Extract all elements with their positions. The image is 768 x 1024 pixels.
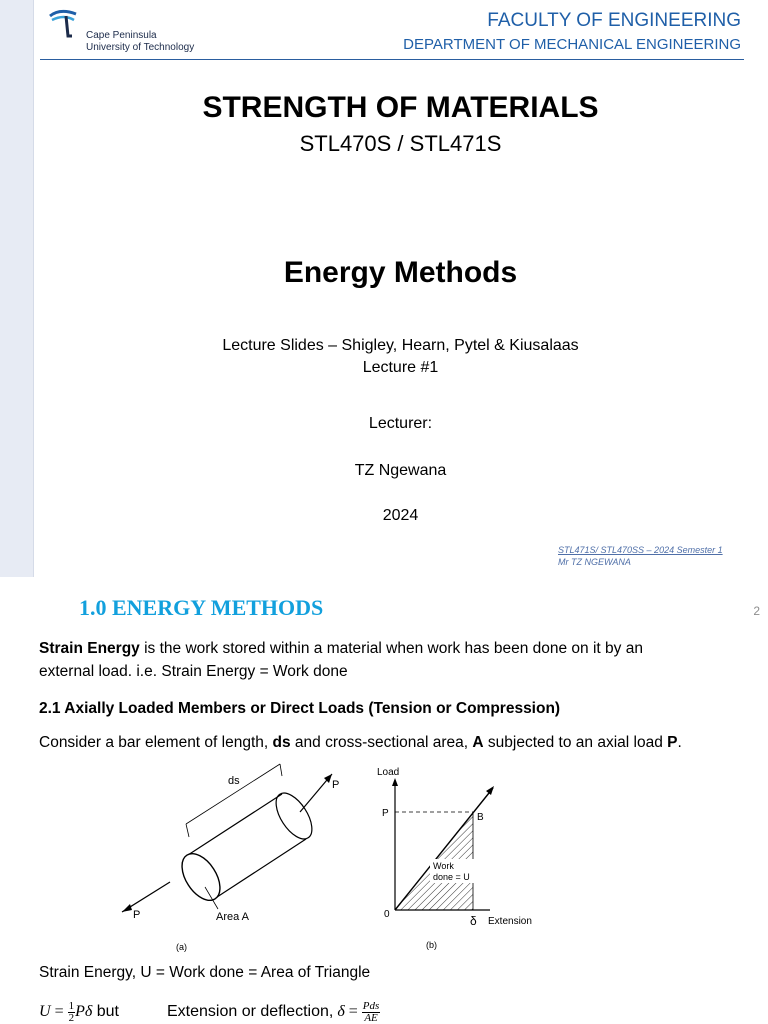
desc-load: P [667,734,678,751]
load-axis-label: Load [377,767,400,778]
origin-label: 0 [384,909,390,920]
point-b-label: B [477,812,484,823]
cylinder-far-end [269,787,319,845]
load-line-arrow [486,786,494,795]
course-codes: STL470S / STL471S [299,131,502,156]
desc-part-3: subjected to an axial load [483,734,668,751]
lecturer-label: Lecturer: [368,415,433,432]
strain-energy-equation: U = $\frac{1}{2}$ Pδ but Extension or deflection, δ = $\frac{\text{Pds}}{AE}$ [39,1000,380,1024]
header-divider [40,59,744,60]
eq-but: but [92,1003,119,1021]
eq-equals: = [50,1003,68,1021]
strain-energy-term: Strain Energy [39,640,140,657]
lecture-source: Lecture Slides – Shigley, Hearn, Pytel & Kiusalaas [222,337,579,354]
university-logo [46,6,226,56]
faculty-heading: FACULTY OF ENGINEERING [487,10,741,31]
figure-a-caption: (a) [176,942,187,952]
logo-line-2: University of Technology [86,42,195,53]
axial-load-figure [110,762,550,962]
lecturer-name: TZ Ngewana [354,462,447,479]
page-number: 2 [753,604,760,618]
p-label-top: P [332,779,340,791]
eq-u: U [39,1003,51,1021]
desc-part-2: and cross-sectional area, [290,734,473,751]
eq-den: AE [364,1012,378,1024]
desc-ds: ds [272,734,291,751]
desc-end: . [677,734,682,751]
lecture-number: Lecture #1 [362,359,439,376]
ds-label: ds [228,775,240,787]
load-extension-graph [377,767,532,950]
desc-area: A [472,734,484,751]
content-slide [0,577,768,1024]
p-label-bottom: P [133,909,141,921]
eq-deflection-fraction [362,1001,381,1024]
ds-dimension-line [186,764,280,824]
subsection-heading: 2.1 Axially Loaded Members or Direct Loads (Tension or Compression) [39,700,561,717]
eq-half-num: 1 [68,1000,75,1012]
eq-delta: δ [337,1003,345,1021]
logo-emblem-icon [46,6,86,46]
work-label-2: done = U [433,872,470,882]
strain-energy-formula-text: Strain Energy, U = Work done = Area of Triangle [39,964,371,981]
definition-line-2: external load. i.e. Strain Energy = Work done [39,663,348,680]
section-title: 1.0 ENERGY METHODS [79,595,324,620]
graph-p-label: P [382,808,389,819]
footer-course-info: STL471S/ STL470SS – 2024 Semester 1 [558,545,723,555]
cylinder-bottom-edge [214,839,306,899]
load-axis-arrow [392,778,398,786]
eq-num: Pds [362,1000,380,1012]
footer-lecturer: Mr TZ NGEWANA [558,557,631,567]
area-label: Area A [216,911,250,923]
slide-sidebar [0,0,34,577]
cylinder-near-end [174,847,227,907]
ds-tick-right [280,764,282,776]
cylinder-top-edge [188,794,282,855]
definition-text: is the work stored within a material when work has been done on it by an [139,640,643,657]
bar-element-description [39,731,682,754]
figure-b-caption: (b) [426,940,437,950]
eq-half [68,1001,76,1024]
topic-title: Energy Methods [283,256,518,289]
year: 2024 [382,507,419,524]
ds-tick-left [186,824,189,837]
department-heading: DEPARTMENT OF MECHANICAL ENGINEERING [403,36,741,53]
arrow-head-bottom [122,904,132,912]
delta-label: δ [470,914,477,928]
eq-extension-text: Extension or deflection, [167,1003,334,1021]
logo-text [86,30,194,54]
eq-p-delta: Pδ [75,1003,93,1021]
work-label-1: Work [433,861,454,871]
desc-part-1: Consider a bar element of length, [39,734,273,751]
eq-half-den: 2 [68,1012,75,1024]
bar-element-diagram [122,764,339,952]
course-title: STRENGTH OF MATERIALS [202,91,599,124]
extension-axis-label: Extension [488,916,532,927]
strain-energy-definition [39,637,643,683]
logo-line-1: Cape Peninsula [86,30,157,41]
